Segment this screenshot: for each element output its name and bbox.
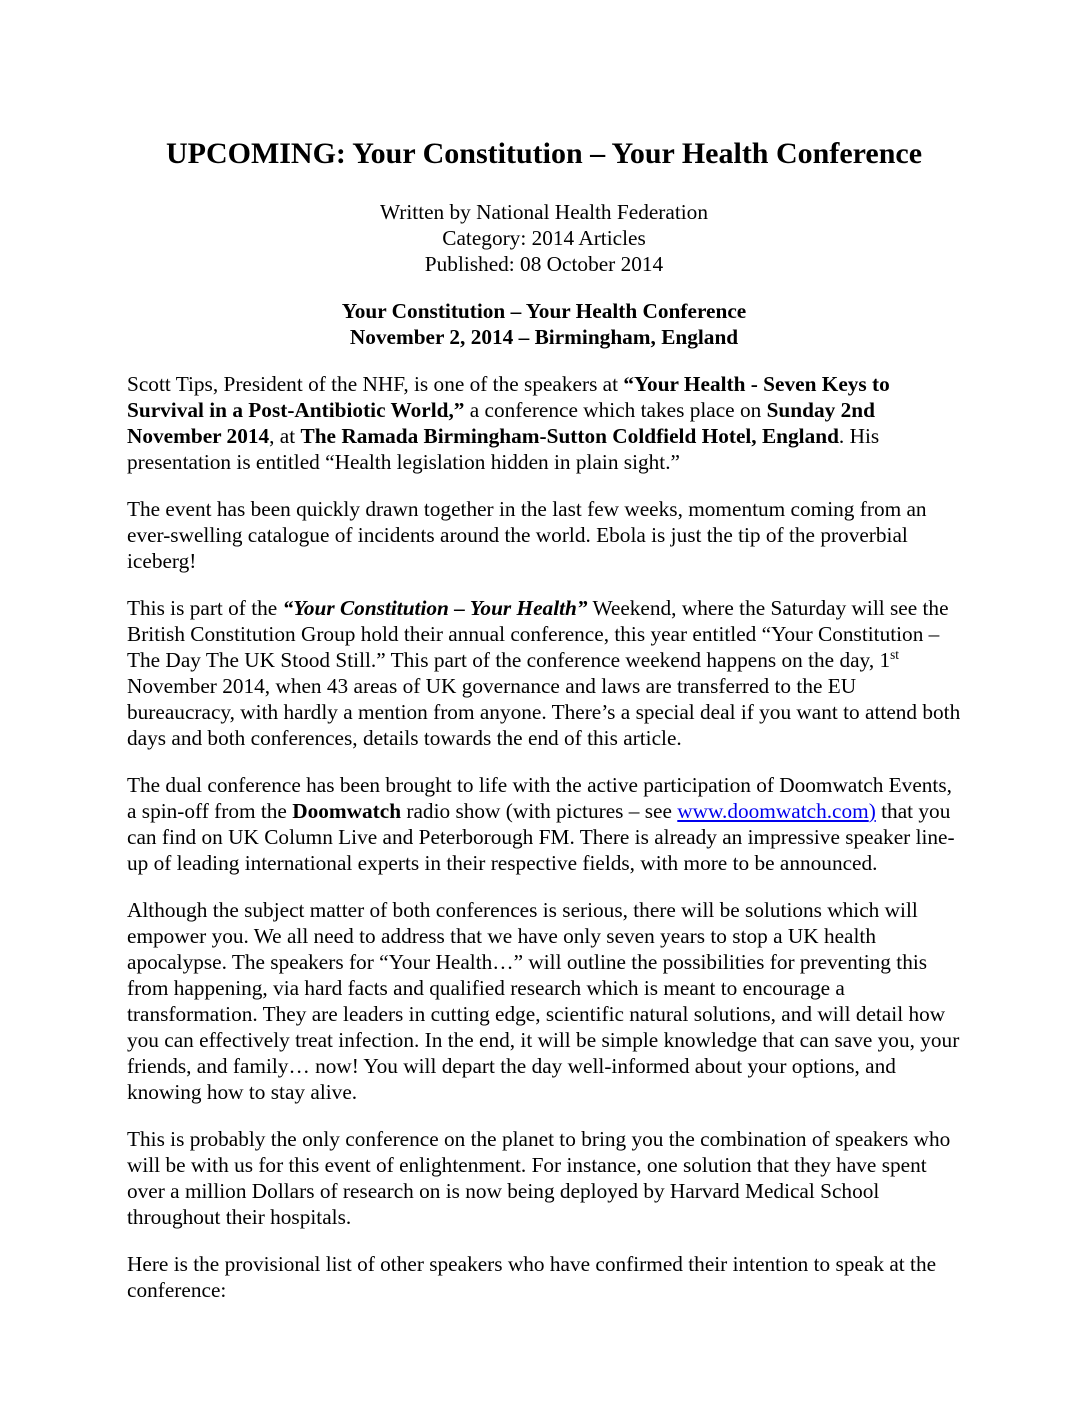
doomwatch-link[interactable]: )	[868, 799, 876, 823]
text-run: Weekend, where the Saturday will see the British Constitution Group hold their annual conference, this year entitled “Your Constitution – The Day The UK Stood Still.” This part of the conference weekend happens on the day, 1	[127, 596, 949, 672]
conference-heading-date-location: November 2, 2014 – Birmingham, England	[349, 325, 739, 349]
text-run: Scott Tips, President of the NHF, is one of the speakers at	[127, 372, 624, 396]
text-run: “Your Health - Seven Keys to Survival in a Post-Antibiotic World,”	[127, 372, 890, 422]
text-run: , at	[269, 424, 301, 448]
paragraph	[127, 371, 961, 475]
text-run: a conference which takes place on	[464, 398, 767, 422]
paragraph	[127, 595, 961, 751]
text-run: Here is the provisional list of other speakers who have confirmed their intention to speak at the conference:	[127, 1252, 937, 1302]
article-title: UPCOMING: Your Constitution – Your Health Conference	[165, 137, 923, 170]
conference-heading	[127, 298, 961, 350]
conference-heading-title: Your Constitution – Your Health Conference	[341, 299, 747, 323]
paragraph	[127, 496, 961, 574]
text-run: radio show (with pictures – see	[401, 799, 678, 823]
text-run: Sunday 2nd November 2014	[127, 398, 875, 448]
text-run: Doomwatch	[292, 799, 402, 823]
doomwatch-link[interactable]: www.doomwatch.com	[677, 799, 869, 823]
text-run: This is probably the only conference on the planet to bring you the combination of speakers who will be with us for this event of enlightenment. For instance, one solution that they have spent over a million Dollars of research on is now being deployed by Harvard Medical School throughout their hospitals.	[127, 1127, 951, 1229]
text-run: “Your Constitution – Your Health”	[282, 596, 588, 620]
text-run: This is part of the	[127, 596, 283, 620]
text-run: Although the subject matter of both conferences is serious, there will be solutions which will empower you. We all need to address that we have only seven years to stop a UK health apocalypse. The speakers for “Your Health…” will outline the possibilities for preventing this from happening, via hard facts and qualified research which is meant to encourage a transformation. They are leaders in cutting edge, scientific natural solutions, and will detail how you can effectively treat infection. In the end, it will be simple knowledge that can save you, your friends, and family… now! You will depart the day well-informed about your options, and knowing how to stay alive.	[127, 898, 960, 1104]
paragraph	[127, 1251, 961, 1303]
article-body	[127, 371, 961, 1303]
text-run: The dual conference has been brought to life with the active participation of Doomwatch Events, a spin-off from the	[127, 773, 952, 823]
text-run: November 2014, when 43 areas of UK governance and laws are transferred to the EU bureaucracy, with hardly a mention from anyone. There’s a special deal if you want to attend both days and both conferences, details towards the end of this article.	[127, 674, 961, 750]
text-run: The event has been quickly drawn together in the last few weeks, momentum coming from an ever-swelling catalogue of incidents around the world. Ebola is just the tip of the proverbial iceberg!	[127, 497, 927, 573]
meta-published: Published: 08 October 2014	[424, 252, 664, 276]
paragraph	[127, 1126, 961, 1230]
paragraph	[127, 897, 961, 1105]
text-run: that you can find on UK Column Live and Peterborough FM. There is already an impressive speaker line-up of leading international experts in their respective fields, with more to be announced.	[127, 799, 955, 875]
meta-category: Category: 2014 Articles	[442, 226, 646, 250]
paragraph	[127, 772, 961, 876]
superscript-ordinal: st	[890, 646, 899, 662]
meta-written-by: Written by National Health Federation	[380, 200, 708, 224]
text-run: . His presentation is entitled “Health legislation hidden in plain sight.”	[127, 424, 880, 474]
article-meta	[127, 199, 961, 277]
text-run: The Ramada Birmingham-Sutton Coldfield Hotel, England	[300, 424, 839, 448]
